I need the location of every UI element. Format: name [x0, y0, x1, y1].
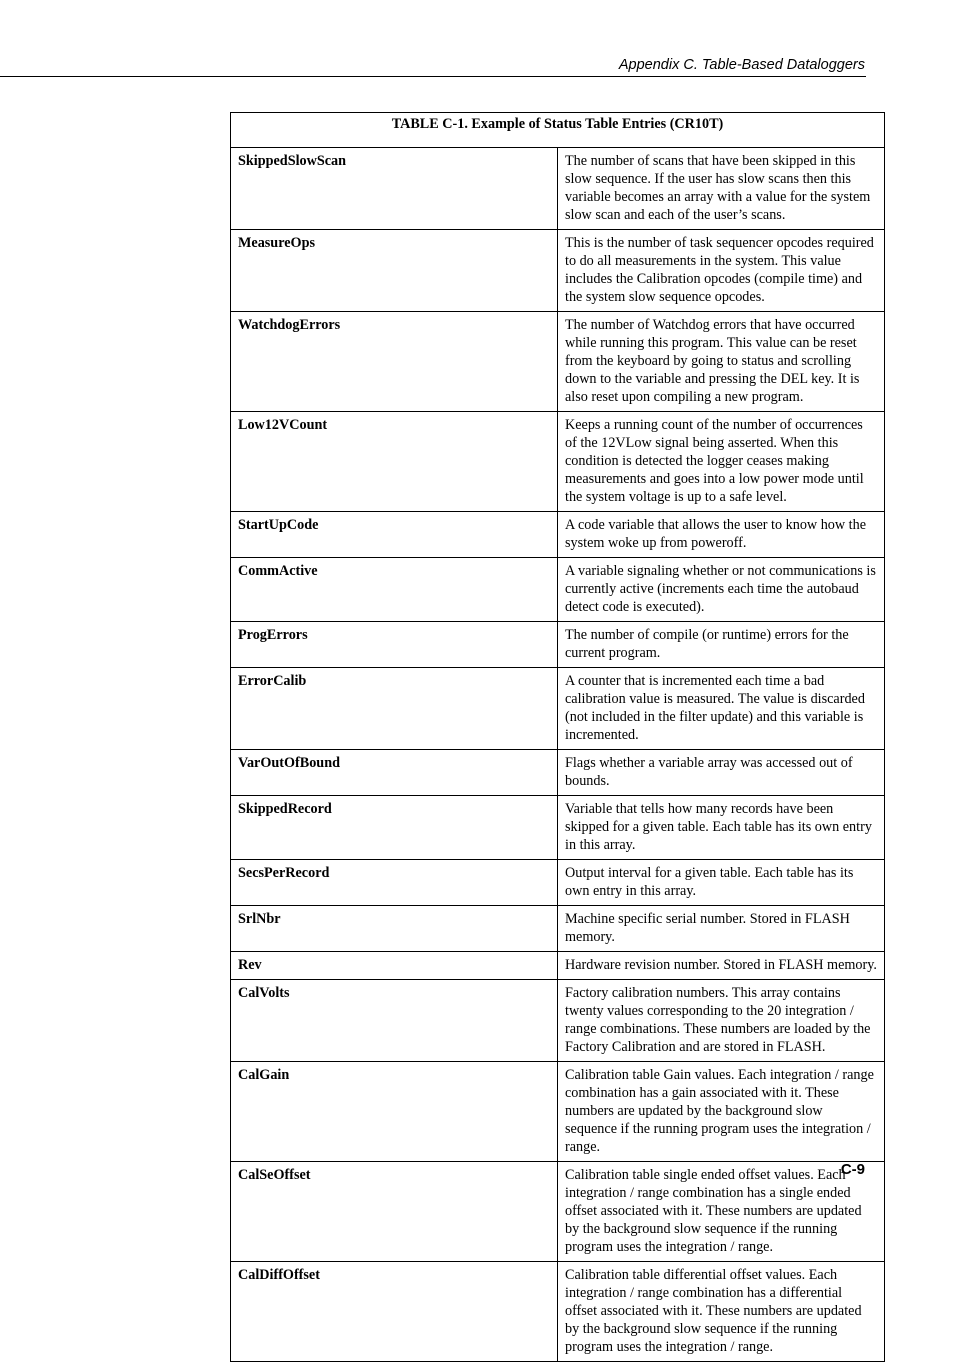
variable-description: Calibration table single ended offset values. Each integration / range combination has a single ended offset associated with it. These numbers are updated by the background slow sequence if the running program uses the integration / range.: [558, 1162, 885, 1262]
header-rule: [0, 76, 866, 77]
variable-name: CalDiffOffset: [231, 1262, 558, 1362]
variable-description: The number of scans that have been skipped in this slow sequence. If the user has slow scans then this variable becomes an array with a value for the system slow scan and each of the user’s scans.: [558, 148, 885, 230]
variable-name: CalGain: [231, 1062, 558, 1162]
variable-name: MeasureOps: [231, 230, 558, 312]
variable-name: SkippedRecord: [231, 796, 558, 860]
variable-name: Rev: [231, 952, 558, 980]
variable-description: Variable that tells how many records have been skipped for a given table. Each table has its own entry in this array.: [558, 796, 885, 860]
variable-description: Factory calibration numbers. This array contains twenty values corresponding to the 20 integration / range combinations. These numbers are loaded by the Factory Calibration and are stored in FLASH.: [558, 980, 885, 1062]
table-caption-row: [231, 113, 885, 148]
variable-description: The number of compile (or runtime) errors for the current program.: [558, 622, 885, 668]
table-row: [231, 860, 885, 906]
status-table: [230, 112, 885, 1362]
table-row: [231, 906, 885, 952]
table-row: [231, 312, 885, 412]
variable-name: WatchdogErrors: [231, 312, 558, 412]
table-row: [231, 512, 885, 558]
variable-description: This is the number of task sequencer opcodes required to do all measurements in the system. This value includes the Calibration opcodes (compile time) and the system slow sequence opcodes.: [558, 230, 885, 312]
variable-description: Hardware revision number. Stored in FLASH memory.: [558, 952, 885, 980]
table-row: [231, 796, 885, 860]
variable-description: A variable signaling whether or not communications is currently active (increments each time the autobaud detect code is executed).: [558, 558, 885, 622]
table-row: [231, 1162, 885, 1262]
table-row: [231, 952, 885, 980]
variable-name: CalSeOffset: [231, 1162, 558, 1262]
table-row: [231, 750, 885, 796]
variable-description: Calibration table Gain values. Each integration / range combination has a gain associated with it. These numbers are updated by the background slow sequence if the running program uses the integration / range.: [558, 1062, 885, 1162]
variable-name: ProgErrors: [231, 622, 558, 668]
variable-name: ErrorCalib: [231, 668, 558, 750]
running-head: Appendix C. Table-Based Dataloggers: [618, 57, 865, 73]
table-row: [231, 980, 885, 1062]
variable-name: Low12VCount: [231, 412, 558, 512]
variable-description: The number of Watchdog errors that have occurred while running this program. This value can be reset from the keyboard by going to status and scrolling down to the variable and pressing the DEL key. It is also reset upon compiling a new program.: [558, 312, 885, 412]
table-caption: TABLE C-1. Example of Status Table Entries (CR10T): [231, 113, 885, 148]
table-row: [231, 148, 885, 230]
variable-name: CommActive: [231, 558, 558, 622]
variable-description: A counter that is incremented each time a bad calibration value is measured. The value is discarded (not included in the filter update) and this variable is incremented.: [558, 668, 885, 750]
variable-description: A code variable that allows the user to know how the system woke up from poweroff.: [558, 512, 885, 558]
table-row: [231, 412, 885, 512]
table-row: [231, 558, 885, 622]
variable-name: SecsPerRecord: [231, 860, 558, 906]
variable-name: SrlNbr: [231, 906, 558, 952]
table-row: [231, 668, 885, 750]
variable-description: Machine specific serial number. Stored in FLASH memory.: [558, 906, 885, 952]
variable-description: Calibration table differential offset values. Each integration / range combination has a differential offset associated with it. These numbers are updated by the background slow sequence if the running program uses the integration / range.: [558, 1262, 885, 1362]
table-row: [231, 1062, 885, 1162]
variable-description: Flags whether a variable array was accessed out of bounds.: [558, 750, 885, 796]
variable-description: Output interval for a given table. Each table has its own entry in this array.: [558, 860, 885, 906]
variable-name: VarOutOfBound: [231, 750, 558, 796]
variable-description: Keeps a running count of the number of occurrences of the 12VLow signal being asserted. When this condition is detected the logger ceases making measurements and goes into a low power mode until the system voltage is up to a safe level.: [558, 412, 885, 512]
variable-name: StartUpCode: [231, 512, 558, 558]
variable-name: SkippedSlowScan: [231, 148, 558, 230]
table-row: [231, 1262, 885, 1362]
table-row: [231, 230, 885, 312]
table-row: [231, 622, 885, 668]
page-number: C-9: [840, 1161, 865, 1178]
variable-name: CalVolts: [231, 980, 558, 1062]
